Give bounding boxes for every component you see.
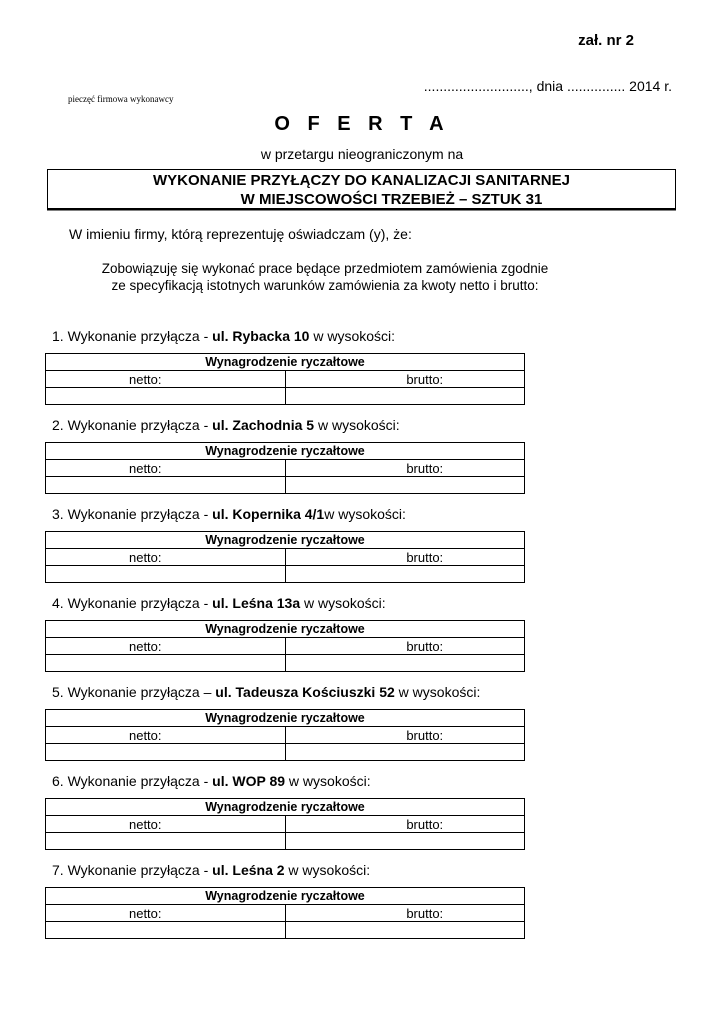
netto-label: netto: [46,371,286,388]
brutto-label: brutto: [285,638,525,655]
item-street: ul. Tadeusza Kościuszki 52 [215,684,395,700]
netto-amount-field[interactable] [46,922,286,939]
item-suffix: w wysokości: [284,862,371,878]
document-subtitle: w przetargu nieograniczonym na [260,146,464,162]
brutto-amount-field[interactable] [285,655,525,672]
payment-table-header: Wynagrodzenie ryczałtowe [46,354,525,371]
netto-amount-field[interactable] [46,833,286,850]
item-suffix: w wysokości: [300,595,386,611]
payment-table [45,887,525,939]
place-date-line: ..........................., dnia ............... 2014 r. [423,78,672,94]
document-title: O F E R T A [274,113,450,135]
attachment-number: zał. nr 2 [578,32,634,49]
netto-amount-field[interactable] [46,566,286,583]
brutto-label: brutto: [285,905,525,922]
item-suffix: w wysokości: [285,773,371,789]
item-prefix: 3. Wykonanie przyłącza - [52,506,213,522]
company-stamp-label: pieczęć firmowa wykonawcy [68,94,174,104]
item-label [52,595,386,611]
payment-table [45,353,525,405]
netto-label: netto: [46,816,286,833]
item-prefix: 7. Wykonanie przyłącza - [52,862,213,878]
item-suffix: w wysokości: [309,328,396,344]
item-street: ul. Kopernika 4/1 [212,506,325,522]
netto-label: netto: [46,638,286,655]
item-prefix: 1. Wykonanie przyłącza - [52,328,213,344]
item-label [52,684,480,700]
item-street: ul. Leśna 13a [212,595,301,611]
payment-table [45,531,525,583]
payment-table [45,798,525,850]
item-street: ul. Zachodnia 5 [212,417,315,433]
brutto-label: brutto: [285,727,525,744]
brutto-label: brutto: [285,816,525,833]
brutto-amount-field[interactable] [285,388,525,405]
item-label [52,506,406,522]
item-label [52,862,370,878]
brutto-amount-field[interactable] [285,744,525,761]
payment-table-header: Wynagrodzenie ryczałtowe [46,888,525,905]
brutto-amount-field[interactable] [285,566,525,583]
brutto-label: brutto: [285,460,525,477]
item-street: ul. Rybacka 10 [212,328,310,344]
item-suffix: w wysokości: [314,417,400,433]
item-label [52,417,400,433]
item-street: ul. WOP 89 [212,773,286,789]
netto-amount-field[interactable] [46,655,286,672]
commitment-line-1: Zobowiązuję się wykonać prace będące przedmiotem zamówienia zgodnie [101,261,549,276]
netto-label: netto: [46,460,286,477]
netto-amount-field[interactable] [46,744,286,761]
payment-table [45,442,525,494]
item-prefix: 4. Wykonanie przyłącza - [52,595,213,611]
item-prefix: 6. Wykonanie przyłącza - [52,773,213,789]
payment-table [45,620,525,672]
commitment-statement [0,260,650,294]
brutto-label: brutto: [285,549,525,566]
payment-table-header: Wynagrodzenie ryczałtowe [46,799,525,816]
item-prefix: 5. Wykonanie przyłącza – [52,684,216,700]
brutto-amount-field[interactable] [285,477,525,494]
payment-table-header: Wynagrodzenie ryczałtowe [46,621,525,638]
item-suffix: w wysokości: [394,684,481,700]
commitment-line-2: ze specyfikacją istotnych warunków zamówienia za kwoty netto i brutto: [111,278,539,293]
payment-table-header: Wynagrodzenie ryczałtowe [46,710,525,727]
brutto-label: brutto: [285,371,525,388]
tender-subject-line-1: WYKONANIE PRZYŁĄCZY DO KANALIZACJI SANITARNEJ [153,172,570,189]
item-street: ul. Leśna 2 [212,862,285,878]
netto-label: netto: [46,905,286,922]
netto-amount-field[interactable] [46,388,286,405]
item-prefix: 2. Wykonanie przyłącza - [52,417,213,433]
brutto-amount-field[interactable] [285,833,525,850]
brutto-amount-field[interactable] [285,922,525,939]
intro-statement: W imieniu firmy, którą reprezentuję oświadczam (y), że: [69,226,412,242]
tender-subject-line-2: W MIEJSCOWOŚCI TRZEBIEŻ – SZTUK 31 [240,191,543,208]
payment-table [45,709,525,761]
item-label [52,328,395,344]
item-suffix: w wysokości: [324,506,406,522]
payment-table-header: Wynagrodzenie ryczałtowe [46,443,525,460]
netto-label: netto: [46,549,286,566]
netto-amount-field[interactable] [46,477,286,494]
tender-subject-box [47,169,676,209]
payment-table-header: Wynagrodzenie ryczałtowe [46,532,525,549]
netto-label: netto: [46,727,286,744]
item-label [52,773,371,789]
